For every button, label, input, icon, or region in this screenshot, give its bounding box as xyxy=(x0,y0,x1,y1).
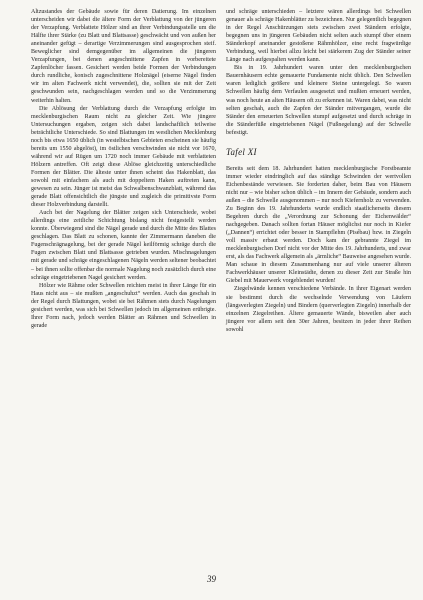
paragraph: Bis in 19. Jahrhundert waren unter den mecklenburgischen Bauernhäusern echte gemauerte Fundamente nicht üblich. Den Schwellen waren lediglich größere und kleinere Steine untergelegt. So waren Schwellen häufig dem Verfaulen ausgesetzt und mußten erneuert werden, was noch heute an alten Häusern oft zu erkennen ist. Waren dabei, was nicht selten geschah, auch die Zapfen der Ständer mitvergangen, wurde die Ständer den erneuerten Schwellen stumpf aufgesetzt und durch schräge in die Ständerfüße eingetriebenen Nägel (Fußnegelung) auf der Schwelle befestigt. xyxy=(226,65,411,136)
paragraph: Bereits seit dem 18. Jahrhundert hatten mecklenburgische Forstbeamte immer wieder eindringlich auf das ständige Schwinden der wertvollen Eichenbestände verwiesen. Sie forderten daher, beim Bau von Häusern nicht nur – wie bisher schon üblich – im Innern der Gebäude, sondern auch außen – die Schwelle ausgenommen – nur noch Kiefernholz zu verwenden. Zu Beginn des 19. Jahrhunderts wurde endlich staatlicherseits diesem Begehren durch die „Verordnung zur Schonung der Eichenwälder“ nachgegeben. Danach sollten fortan Häuser möglichst nur noch in Kiefer („Dannen“) errichtet oder besser in Stampflehm (Pisébau) bzw. in Ziegeln voll massiv erbaut werden. Doch kam der gebrannte Ziegel im mecklenburgischen Dorf nicht vor der Mitte des 19. Jahrhunderts, und zwar erst, als das Fachwerk allgemein als „ärmliche“ Bauweise angesehen wurde. Man schaue in diesem Zusammenhang nur auf viele unserer älteren Fachwerkhäuser unserer Kleinstädte, denen zu dieser Zeit zur Straße hin Giebel mit Mauerwerk vorgeblendet wurden! xyxy=(226,165,411,285)
paragraph: Die Ablösung der Verblattung durch die Verzapfung erfolgte im mecklenburgischen Raum nicht zu gleicher Zeit. Wie jüngere Untersuchungen ergaben, zeigen sich dabei landschaftlich teilweise beträchtliche Unterschiede. So sind Blattungen im westlichen Mecklenburg noch bis etwa 1650 üblich (in westelbischen Gebieten erscheinen sie häufig bereits um 1550 abgelöst), im östlichen verschwinden sie nicht vor 1670, während wir auf Rügen um 1720 noch immer Gebäude mit verblatteten Hölzern antreffen. Oft zeigt diese Ablöse gleichzeitig unterschiedliche Formen der Blätter. Die älteste unter ihnen scheint das Hakenblatt, das sowohl mit einfachem als auch mit doppeltem Haken auftreten kann, gewesen zu sein. Jünger ist meist das Schwalbenschwanzblatt, während das gerade Blatt offensichtlich die jüngste und zugleich die primitivste Form dieser Holzverbindung darstellt. xyxy=(31,105,216,209)
page-number: 39 xyxy=(207,574,216,584)
right-column xyxy=(226,8,411,334)
paragraph: Ziegelwände kennen verschiedene Verbände. In ihrer Eigenart werden sie bestimmt durch die wechselnde Verwendung von Läufern (längsverlegten Ziegeln) und Bindern (querverlegten Ziegeln) innerhalb der einzelnen Ziegelreihen. Ältere gemauerte Wände, bisweilen aber auch jüngere vor allem seit den 30er Jahren, besitzen in jeder ihrer Reihen sowohl xyxy=(226,286,411,333)
section-heading: Tafel XI xyxy=(226,146,257,157)
paragraph: Hölzer wie Rähme oder Schwellen reichten meist in ihrer Länge für ein Haus nicht aus – sie mußten „angeschuhzt“ werden. Auch das geschah in der Regel durch Blattungen, wobei sie bei Rähmen stets durch Nagelungen gesichert werden, was sich bei Schwellen jedoch im allgemeinen erübrigte. Ihrer Form nach, jedoch werden Blätter an Rähmen und Schwellen in gerade xyxy=(31,282,216,329)
paragraph: Altzustandes der Gebäude sowie für deren Datierung. Im einzelnen unterscheiden wir dabei die ältere Form der Verblattung von der jüngeren der Verzapfung. Verblattete Hölzer sind an ihrer Verbindungsstelle um die Hälfte ihrer Stärke (zu Blatt und Blattsasse) geschwächt und von außen her aneinander gefügt – derartige Verzimmerungen sind ausgesprochen steif. Beweglicher sind demgegenüber im allgemeinen die jüngeren Verzapfungen, bei denen angeschnittene Zapfen in vorbereitete Zapfenlöcher fassen. Gesichert werden beide Formen der Verbindungen durch rundliche, konisch zugeschnittene Holznägel (eiserne Nägel finden wir im alten Fachwerk nicht verwendet), die, sollten sie mit der Zeit geschwunden sein, nachgeschlagen werden und so die Verzimmerung weiterhin halten. xyxy=(31,9,216,104)
paragraph: und schräge unterschieden – letztere wären allerdings bei Schwellen genauer als schräge Hakenblätter zu bezeichnen. Nur gelegentlich begegnen in der Regel Anschürzungen stets zwischen zwei Ständern erfolgte, begegnen uns in jüngeren Gebäuden nicht selten auch stumpf über einem Ständerkopf aneinander gestoßene Rähmhölzer, eine recht fragwürdige Verbindung, weil hierbei allzu leicht bei stärkerem Zug der Ständer seiner Länge nach aufgespalten werden kann. xyxy=(226,9,411,64)
left-column xyxy=(31,8,216,330)
paragraph: Auch bei der Nagelung der Blätter zeigen sich Unterschiede, wobei allerdings eine zeitliche Schichtung bislang nicht festgestellt werden konnte. Überwiegend sind die Nägel gerade und durch die Mitte des Blattes geschlagen. Das Blatt zu schonen, kannte der Zimmermann daneben die Fugenschrägnagelung, bei der gerade Nägel keilförmig schräge durch die Fugen zwischen Blatt und Blattsasse getrieben wurden. Mischnagelungen mit gerade und schräge eingeschlagenen Nägeln werden seltener beobachtet – bei ihnen sollte offenbar die normale Nagelung noch zusätzlich durch eine schräge eingetriebenen Nagel gesichert werden. xyxy=(31,210,216,281)
